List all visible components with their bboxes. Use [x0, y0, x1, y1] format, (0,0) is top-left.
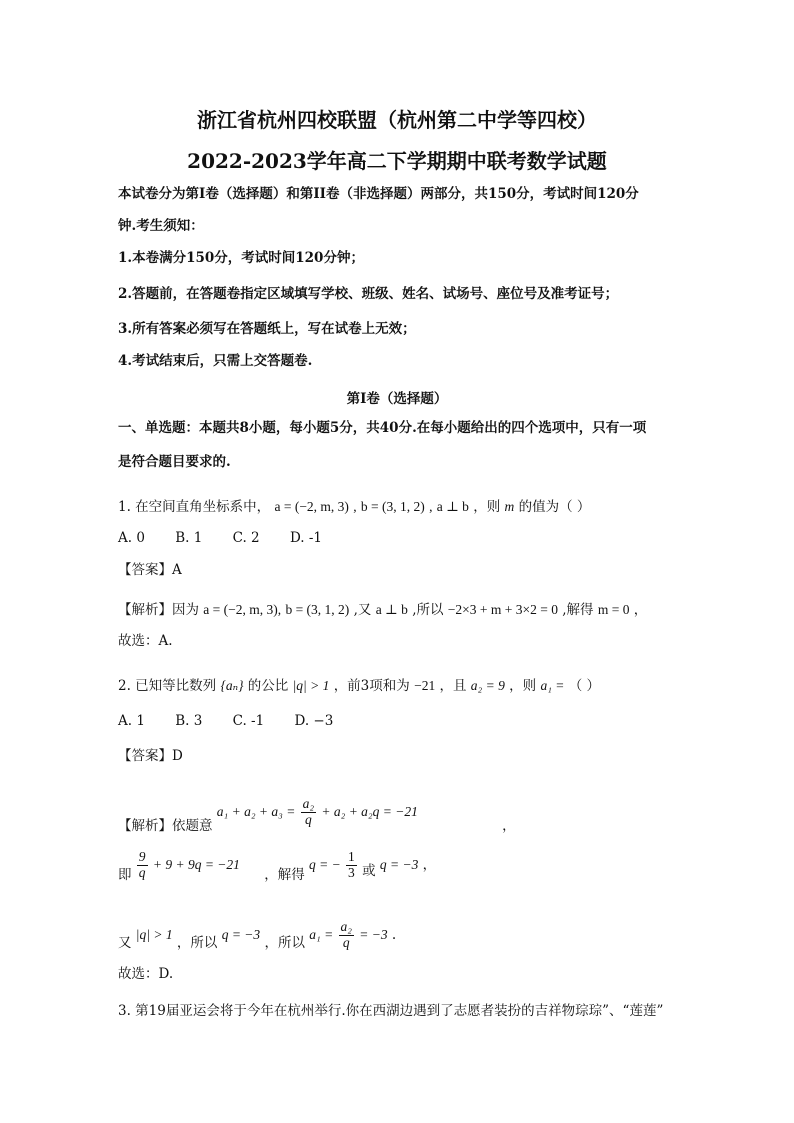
intro-line1: 本试卷分为第I卷（选择题）和第II卷（非选择题）两部分，共150分，考试时间120分 [118, 186, 639, 202]
rule-3: 3.所有答案必须写在答题纸上，写在试卷上无效； [118, 321, 416, 337]
q1-ask2: 的值为（ ） [518, 499, 591, 515]
q2-mid: 的公比 [247, 678, 289, 694]
q2-analysis-line3 [118, 920, 396, 951]
q1-analysis-prefix: 【解析】因为 [118, 602, 199, 618]
q2-eq1-comma: ， [502, 817, 516, 834]
q1-vec-a: a = (−2, m, 3) [274, 499, 349, 514]
q1-answer: 【答案】A [118, 562, 182, 578]
q2-eq2-pre: 即 [118, 866, 132, 883]
section-heading: 第I卷（选择题） [346, 391, 448, 407]
q1-analysis-mid3: ,解得 [562, 602, 594, 618]
page-title-line2: 2022-2023学年高二下学期期中联考数学试题 [187, 149, 607, 173]
q2-eq2-den: q [138, 864, 146, 880]
q2-eq1-num: a₂ [302, 796, 315, 811]
q1-conclusion: 故选：A. [118, 633, 173, 649]
q2-option-a: A. 1 [118, 713, 145, 729]
q2-prefix: 2. 已知等比数列 [118, 678, 217, 694]
q2-eq1-den: q [304, 811, 312, 827]
q2-option-d: D. −3 [294, 713, 334, 729]
q2-eq2-fden: 3 [348, 864, 355, 880]
q2-stem [118, 679, 600, 694]
q2-options [118, 715, 359, 729]
q2-eq2-or: 或 [362, 862, 376, 879]
q2-eq3-res: = −3 [359, 926, 388, 942]
q1-options [118, 532, 348, 546]
intro-line2: 钟.考生须知： [118, 218, 204, 234]
q1-analysis-vec-b: b = (3, 1, 2) [285, 602, 350, 617]
q2-option-b: B. 3 [175, 713, 203, 729]
q2-eq3-pre: 又 [118, 934, 132, 951]
q2-mid2: ，前3项和为 [333, 678, 410, 694]
q1-vec-b: b = (3, 1, 2) [360, 499, 425, 514]
rule-1: 1.本卷满分150分，考试时间120分钟； [118, 250, 364, 266]
q2-eq2-comma: ， [422, 856, 437, 873]
q2-conclusion: 故选：D. [118, 966, 174, 982]
q2-eq2-num: 9 [138, 849, 146, 864]
q2-seq: {aₙ} [220, 678, 244, 693]
q2-mid3: ，且 [439, 678, 467, 694]
q2-eq3-q: q = −3 [221, 926, 261, 942]
q2-eq3-mid: ，所以 [176, 934, 218, 951]
q1-analysis: 【解析】因为 a = (−2, m, 3), b = (3, 1, 2) ,又 a ⊥ b ,所以 −2×3 + m + 3×2 = 0 ,解得 m = 0 ， [118, 602, 648, 618]
q2-eq2-mid: ，解得 [264, 866, 305, 883]
section-desc-line2: 是符合题目要求的. [118, 454, 231, 470]
q2-a1: a₁ = [540, 678, 565, 693]
q2-option-c: C. -1 [232, 713, 265, 729]
q2-eq1-left: a₁ + a₂ + a₃ = [216, 803, 296, 819]
q2-eq2-right: + 9 + 9q = −21 [152, 856, 240, 872]
q1-analysis-mid2: ,所以 [412, 602, 444, 618]
section-desc-line1: 一、单选题：本题共8小题，每小题5分，共40分.在每小题给出的四个选项中，只有一项 [118, 420, 647, 436]
q2-eq3-a1: a₁ = [309, 926, 334, 942]
q1-option-d: D. -1 [289, 530, 323, 546]
q2-end: （ ） [568, 678, 600, 694]
q2-analysis-line1 [118, 796, 516, 834]
q1-var: m [504, 499, 515, 514]
q1-prefix: 1. 在空间直角坐标系中， [118, 499, 271, 515]
q2-analysis-prefix: 【解析】依题意 [118, 817, 213, 834]
q2-eq2-q: q = − [309, 856, 341, 872]
q2-sum: −21 [414, 678, 436, 693]
q1-option-c: C. 2 [232, 530, 260, 546]
q2-eq2-fnum: 1 [348, 849, 355, 864]
q1-stem: 1. 在空间直角坐标系中， a = (−2, m, 3) , b = (3, 1, 2) , a ⊥ b ，则 m 的值为（ ） [118, 499, 591, 515]
q2-eq1-right: + a₂ + a₂q = −21 [321, 803, 418, 819]
q2-eq3-mid2: ，所以 [264, 934, 305, 951]
q2-eq3-den: q [342, 934, 350, 950]
rule-2: 2.答题前，在答题卷指定区域填写学校、班级、姓名、试场号、座位号及准考证号； [118, 286, 619, 302]
q1-ask: ，则 [473, 499, 501, 515]
q1-analysis-perp: a ⊥ b [375, 602, 408, 617]
q1-analysis-vec-a: a = (−2, m, 3) [203, 602, 278, 617]
q1-option-a: A. 0 [118, 530, 145, 546]
q1-analysis-res: m = 0 [597, 602, 630, 617]
q2-eq3-period: . [391, 926, 397, 943]
q1-analysis-eq: −2×3 + m + 3×2 = 0 [447, 602, 558, 617]
page-title-line1: 浙江省杭州四校联盟（杭州第二中学等四校） [197, 108, 597, 132]
q2-mid4: ，则 [509, 678, 537, 694]
rule-4: 4.考试结束后，只需上交答题卷. [118, 353, 313, 369]
q2-answer: 【答案】D [118, 748, 183, 764]
q1-analysis-end: ， [633, 602, 648, 618]
q2-cond: |q| > 1 [292, 678, 330, 693]
q1-perp: a ⊥ b [436, 499, 469, 514]
q1-analysis-mid: ,又 [353, 602, 372, 618]
q2-eq3-cond: |q| > 1 [135, 926, 173, 942]
q2-a2: a₂ = 9 [470, 678, 505, 693]
q3-stem: 3. 第19届亚运会将于今年在杭州举行.你在西湖边遇到了志愿者装扮的吉祥物琮琮”、“莲莲” [118, 1003, 664, 1019]
q2-eq3-num: a₂ [340, 919, 352, 934]
q2-eq2-q2: q = −3 [379, 856, 419, 872]
q2-analysis-line2 [118, 850, 436, 881]
q1-option-b: B. 1 [175, 530, 203, 546]
